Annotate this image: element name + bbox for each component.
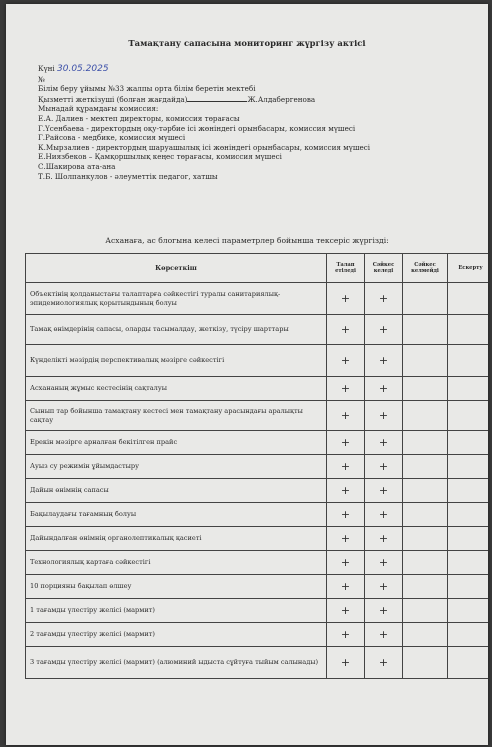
header-note: Ескерту: [448, 254, 489, 283]
note-cell: [448, 345, 489, 377]
table-row: [26, 479, 489, 503]
note-cell: [448, 315, 489, 345]
conforms-cell: +: [365, 431, 403, 455]
date-label: Күні: [38, 64, 55, 73]
doc-title: Тамақтану сапасына мониторинг жүргізу актісі: [128, 38, 366, 48]
table-row: [26, 575, 489, 599]
conforms-cell: +: [365, 345, 403, 377]
indicator-cell: Ауыз су режимін ұйымдастыру: [26, 455, 327, 479]
conforms-cell: +: [365, 455, 403, 479]
note-cell: [448, 283, 489, 315]
not-conforms-cell: [403, 599, 448, 623]
member-line: Т.Б. Шолпанкулов - әлеуметтік педагог, хатшы: [38, 171, 218, 181]
header-conforms: Сәйкес келеді: [365, 254, 403, 283]
conforms-cell: +: [365, 575, 403, 599]
date-line: [38, 64, 458, 75]
note-cell: [448, 623, 489, 647]
indicator-cell: Ерекін мәзірге арналған бекітілген прайс: [26, 431, 327, 455]
note-cell: [448, 479, 489, 503]
not-conforms-cell: [403, 283, 448, 315]
not-conforms-cell: [403, 377, 448, 401]
member-line: Г.Райсова - медбике, комиссия мүшесі: [38, 133, 186, 143]
not-conforms-cell: [403, 431, 448, 455]
requirement-cell: +: [327, 283, 365, 315]
inspection-subtitle: Асханаға, ас блогына келесі параметрлер бойынша тексеріс жүргізді:: [105, 236, 389, 245]
table-row: [26, 401, 489, 431]
requirement-cell: +: [327, 647, 365, 679]
requirement-cell: +: [327, 455, 365, 479]
not-conforms-cell: [403, 455, 448, 479]
indicator-cell: Күнделікті мәзірдің перспективалық мәзірге сәйкестігі: [26, 345, 327, 377]
organization-line: Білім беру ұйымы №33 жалпы орта білім беретін мектебі: [38, 84, 256, 94]
conforms-cell: +: [365, 647, 403, 679]
note-cell: [448, 647, 489, 679]
note-cell: [448, 575, 489, 599]
table-row: [26, 527, 489, 551]
member-line: Е.А. Далиев - мектеп директоры, комиссия төрағасы: [38, 113, 240, 123]
header-requirement: Талап етіледі: [327, 254, 365, 283]
indicator-cell: Бақылаудағы тағамның болуы: [26, 503, 327, 527]
table-row: [26, 283, 489, 315]
requirement-cell: +: [327, 599, 365, 623]
requirement-cell: +: [327, 401, 365, 431]
conforms-cell: +: [365, 377, 403, 401]
note-cell: [448, 527, 489, 551]
table-row: [26, 377, 489, 401]
conforms-cell: +: [365, 527, 403, 551]
note-cell: [448, 377, 489, 401]
provider-blank: [187, 94, 247, 102]
provider-name: Ж.Алдабергенова: [247, 94, 316, 104]
conforms-cell: +: [365, 401, 403, 431]
requirement-cell: +: [327, 377, 365, 401]
note-cell: [448, 599, 489, 623]
table-row: [26, 647, 489, 679]
conforms-cell: +: [365, 551, 403, 575]
indicator-cell: Дайын өнімнің сапасы: [26, 479, 327, 503]
conforms-cell: +: [365, 503, 403, 527]
not-conforms-cell: [403, 623, 448, 647]
requirement-cell: +: [327, 431, 365, 455]
provider-label: Қызметті жеткізуші (болған жағдайда): [38, 94, 188, 104]
table-row: [26, 503, 489, 527]
requirement-cell: +: [327, 315, 365, 345]
member-line: Е.Ниязбеков – Қамқоршылық кеңес төрағасы, комиссия мүшесі: [38, 152, 282, 162]
requirement-cell: +: [327, 623, 365, 647]
not-conforms-cell: [403, 647, 448, 679]
indicator-cell: Дайындалған өнімнің органолептикалық қасиеті: [26, 527, 327, 551]
indicator-cell: 2 тағамды үлестіру желісі (мармит): [26, 623, 327, 647]
table-row: [26, 345, 489, 377]
table-header-row: [26, 254, 489, 283]
member-line: С.Шакирова ата-ана: [38, 161, 116, 171]
not-conforms-cell: [403, 527, 448, 551]
number-line: №: [38, 74, 45, 84]
inspection-table: [25, 253, 488, 679]
header-not-conforms: Сәйкес келмейді: [403, 254, 448, 283]
not-conforms-cell: [403, 315, 448, 345]
member-line: К.Мырзалиев - директордың шаруашылық ісі жөніндегі орынбасары, комиссия мүшесі: [38, 142, 371, 152]
conforms-cell: +: [365, 479, 403, 503]
requirement-cell: +: [327, 345, 365, 377]
indicator-cell: 1 тағамды үлестіру желісі (мармит): [26, 599, 327, 623]
table-row: [26, 431, 489, 455]
indicator-cell: Тамақ өнімдерінің сапасы, оларды тасымалдау, жеткізу, түсіру шарттары: [26, 315, 327, 345]
indicator-cell: Сынып тар бойынша тамақтану кестесі мен тамақтану арасындағы аралықты сақтау: [26, 401, 327, 431]
note-cell: [448, 551, 489, 575]
not-conforms-cell: [403, 401, 448, 431]
commission-label: Мынадай құрамдағы комиссия:: [38, 104, 159, 114]
not-conforms-cell: [403, 345, 448, 377]
not-conforms-cell: [403, 551, 448, 575]
conforms-cell: +: [365, 283, 403, 315]
not-conforms-cell: [403, 575, 448, 599]
requirement-cell: +: [327, 575, 365, 599]
note-cell: [448, 455, 489, 479]
conforms-cell: +: [365, 315, 403, 345]
not-conforms-cell: [403, 503, 448, 527]
note-cell: [448, 401, 489, 431]
table-row: [26, 315, 489, 345]
date-handwritten: 30.05.2025: [57, 64, 109, 74]
document-page: [6, 4, 488, 745]
header-indicator: Көрсеткіш: [26, 254, 327, 283]
requirement-cell: +: [327, 503, 365, 527]
member-line: Г.Үсенбаева - директордың оқу-тәрбие ісі жөніндегі орынбасары, комиссия мүшесі: [38, 123, 356, 133]
note-cell: [448, 503, 489, 527]
note-cell: [448, 431, 489, 455]
requirement-cell: +: [327, 551, 365, 575]
not-conforms-cell: [403, 479, 448, 503]
conforms-cell: +: [365, 623, 403, 647]
indicator-cell: 3 тағамды үлестіру желісі (мармит) (алюминий ыдыста сұйтуға тыйым салынады): [26, 647, 327, 679]
provider-line: [38, 94, 458, 105]
indicator-cell: Объектінің қолданыстағы талаптарға сәйкестігі туралы санитариялық-эпидемиологиялық қорытындының болуы: [26, 283, 327, 315]
table-row: [26, 455, 489, 479]
indicator-cell: Технологиялық картаға сәйкестігі: [26, 551, 327, 575]
doc-header: [38, 64, 458, 181]
table-row: [26, 623, 489, 647]
requirement-cell: +: [327, 479, 365, 503]
table-row: [26, 551, 489, 575]
table-row: [26, 599, 489, 623]
conforms-cell: +: [365, 599, 403, 623]
indicator-cell: Асхананың жұмыс кестесінің сақталуы: [26, 377, 327, 401]
indicator-cell: 10 порцияны бақылап өлшеу: [26, 575, 327, 599]
requirement-cell: +: [327, 527, 365, 551]
